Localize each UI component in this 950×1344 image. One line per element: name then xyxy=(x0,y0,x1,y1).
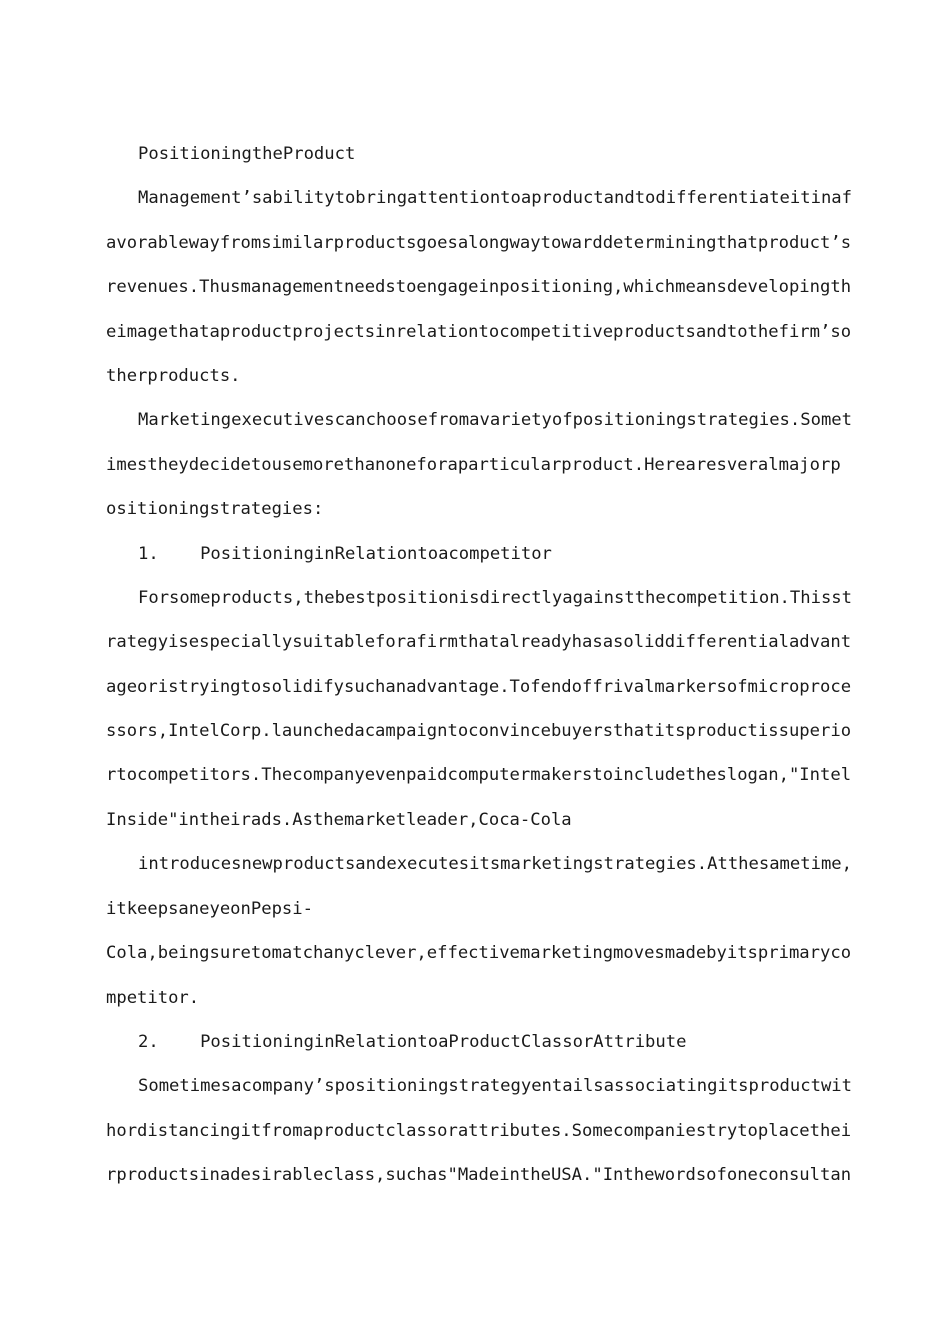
text-line: ageoristryingtosolidifysuchanadvantage.Tofendoffrivalmarkersofmicroproce xyxy=(106,677,852,697)
text-line: Cola,beingsuretomatchanyclever,effectivemarketingmovesmadebyitsprimaryco xyxy=(106,943,852,963)
text-line: therproducts. xyxy=(106,366,241,386)
text-line: revenues.Thusmanagementneedstoengageinpositioning,whichmeansdevelopingth xyxy=(106,277,852,297)
text-line: ositioningstrategies: xyxy=(106,499,324,519)
text-line: avorablewayfromsimilarproductsgoesalongwaytowarddeterminingthatproduct’s xyxy=(106,233,852,253)
text-line: hordistancingitfromaproductclassorattributes.Somecompaniestrytoplacethei xyxy=(106,1121,852,1141)
text-line: Inside"intheirads.Asthemarketleader,Coca-Cola xyxy=(106,810,572,830)
text-line: eimagethataproductprojectsinrelationtocompetitiveproductsandtothefirm’so xyxy=(106,322,852,342)
text-line: Marketingexecutivescanchoosefromavarietyofpositioningstrategies.Somet xyxy=(138,410,852,430)
text-line: imestheydecidetousemorethanoneforaparticularproduct.Herearesveralmajorp xyxy=(106,455,841,475)
document-heading: PositioningtheProduct xyxy=(138,144,356,164)
text-line: introducesnewproductsandexecutesitsmarketingstrategies.Atthesametime, xyxy=(138,854,852,874)
text-line: ssors,IntelCorp.launchedacampaigntoconvincebuyersthatitsproductissuperio xyxy=(106,721,852,741)
text-line: Forsomeproducts,thebestpositionisdirectlyagainstthecompetition.Thisst xyxy=(138,588,852,608)
text-line: rtocompetitors.Thecompanyevenpaidcomputermakerstoincludetheslogan,"Intel xyxy=(106,765,852,785)
text-line: rproductsinadesirableclass,suchas"MadeintheUSA."Inthewordsofoneconsultan xyxy=(106,1165,852,1185)
section-heading: 2. PositioninginRelationtoaProductClassorAttribute xyxy=(138,1032,687,1052)
section-heading: 1. PositioninginRelationtoacompetitor xyxy=(138,544,552,564)
text-line: mpetitor. xyxy=(106,988,200,1008)
text-line: Sometimesacompany’spositioningstrategyentailsassociatingitsproductwit xyxy=(138,1076,852,1096)
text-line: rategyisespeciallysuitableforafirmthatalreadyhasasoliddifferentialadvant xyxy=(106,632,852,652)
text-line: itkeepsaneyeonPepsi- xyxy=(106,899,313,919)
text-line: Management’sabilitytobringattentiontoaproductandtodifferentiateitinaf xyxy=(138,188,852,208)
